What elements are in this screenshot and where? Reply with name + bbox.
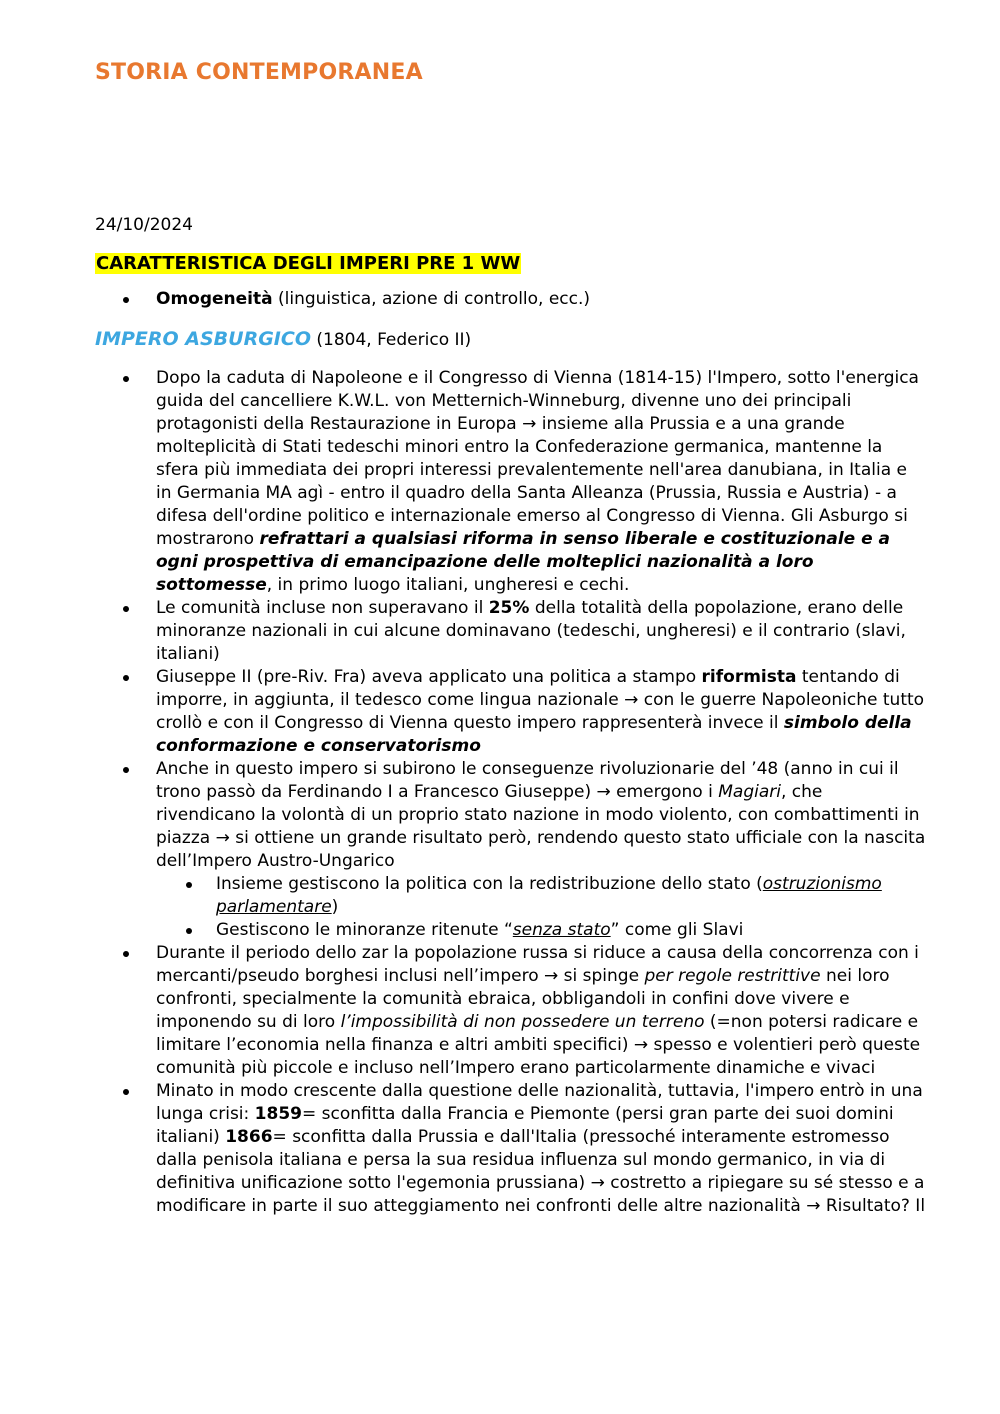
item-text: (linguistica, azione di controllo, ecc.): [272, 289, 591, 309]
list-item: [156, 367, 926, 597]
item-text: Dopo la caduta di Napoleone e il Congresso di Vienna (1814-15) l'Impero, sotto l'energica guida del cancelliere K.W.L. von Metternich-Winneburg, divenne uno dei principali protagonisti della Restaurazione in Europa → insieme alla Prussia e a una grande molteplicità di Stati tedeschi minori entro la Confederazione germanica, mantenne la sfera più immediata dei propri interessi prevalentemente nell'area danubiana, in Italia e in Germania MA agì - entro il quadro della Santa Alleanza (Prussia, Russia e Austria) - a difesa dell'ordine politico e internazionale emerso al Congresso di Vienna. Gli Asburgo si mostrarono: [156, 368, 919, 549]
item-text: Insieme gestiscono la politica con la redistribuzione dello stato (: [216, 874, 763, 894]
list-item: [156, 942, 926, 1080]
document-title: STORIA CONTEMPORANEA: [95, 60, 423, 85]
item-text: ” come gli Slavi: [610, 920, 744, 940]
empire-detail: (1804, Federico II): [310, 330, 472, 350]
underlined-term: senza stato: [512, 920, 611, 940]
sub-list-item: [216, 873, 926, 919]
list-item: [156, 666, 926, 758]
list-item: [156, 288, 916, 311]
italic-term: per regole restrittive: [644, 966, 821, 986]
italic-term: l’impossibilità di non possedere un terreno: [340, 1012, 705, 1032]
section-heading: CARATTERISTICA DEGLI IMPERI PRE 1 WW: [96, 253, 521, 274]
item-text: , in primo luogo italiani, ungheresi e cechi.: [266, 575, 630, 595]
emphasis-text: simbolo della conformazione e conservatorismo: [156, 713, 912, 756]
item-text: Minato in modo crescente dalla questione delle nazionalità, tuttavia, l'impero entrò in una lunga crisi:: [156, 1081, 923, 1124]
list-item: [156, 597, 926, 666]
item-text: Anche in questo impero si subirono le conseguenze rivoluzionarie del ’48 (anno in cui il trono passò da Ferdinando I a Francesco Giuseppe) → emergono i: [156, 759, 899, 802]
item-text: ): [331, 897, 339, 917]
empire-name: IMPERO ASBURGICO: [95, 328, 311, 350]
item-text: nei loro confronti, specialmente la comunità ebraica, obbligandoli in confini dove vivere e imponendo su di loro: [156, 966, 890, 1032]
emphasis-text: refrattari a qualsiasi riforma in senso liberale e costituzionale e a ogni prospettiva di emancipazione delle molteplici nazionalità a loro sottomesse: [156, 529, 891, 595]
characteristics-list: [156, 288, 916, 311]
item-text: tentando di imporre, in aggiunta, il tedesco come lingua nazionale → con le guerre Napoleoniche tutto crollò e con il Congresso di Vienna questo impero rappresenterà invece il: [156, 667, 925, 733]
sub-list-item: [216, 919, 926, 942]
list-item: [156, 1080, 926, 1218]
item-text: (=non potersi radicare e limitare l’economia nella finanza e altri ambiti specifici) → spesso e volentieri però queste comunità più piccole e incluso nell’Impero erano particolarmente dinamiche e vivaci: [156, 1012, 921, 1078]
empire-notes-list: [156, 367, 926, 1218]
note-date: 24/10/2024: [95, 215, 193, 235]
item-text: = sconfitta dalla Prussia e dall'Italia (pressoché interamente estromesso dalla penisola italiana e persa la sua residua influenza sul mondo germanico, in via di definitiva unificazione sotto l'egemonia prussiana) → costretto a ripiegare su sé stesso e a modificare in parte il suo atteggiamento nei confronti delle altre nazionalità → Risultato? Il: [156, 1127, 926, 1216]
item-text: Le comunità incluse non superavano il: [156, 598, 489, 618]
underlined-term: ostruzionismo parlamentare: [216, 874, 882, 917]
list-item: [156, 758, 926, 942]
sub-list: [216, 873, 926, 942]
item-text: = sconfitta dalla Francia e Piemonte (persi gran parte dei suoi domini italiani): [156, 1104, 894, 1147]
empire-heading: [95, 328, 471, 350]
bold-term: riformista: [701, 667, 797, 687]
item-text: Giuseppe II (pre-Riv. Fra) aveva applicato una politica a stampo: [156, 667, 702, 687]
item-text: , che rivendicano la volontà di un proprio stato nazione in modo violento, con combattimenti in piazza → si ottiene un grande risultato però, rendendo questo stato ufficiale con la nascita dell’Impero Austro-Ungarico: [156, 782, 926, 871]
item-text: della totalità della popolazione, erano delle minoranze nazionali in cui alcune dominavano (tedeschi, ungheresi) e il contrario (slavi, italiani): [156, 598, 906, 664]
bold-term: 25%: [488, 598, 530, 618]
bold-term: Omogeneità: [156, 289, 273, 309]
italic-term: Magiari: [718, 782, 781, 802]
item-text: Gestiscono le minoranze ritenute “: [216, 920, 513, 940]
bold-term: 1866: [225, 1127, 273, 1147]
bold-term: 1859: [254, 1104, 302, 1124]
item-text: Durante il periodo dello zar la popolazione russa si riduce a causa della concorrenza con i mercanti/pseudo borghesi inclusi nell’impero → si spinge: [156, 943, 919, 986]
